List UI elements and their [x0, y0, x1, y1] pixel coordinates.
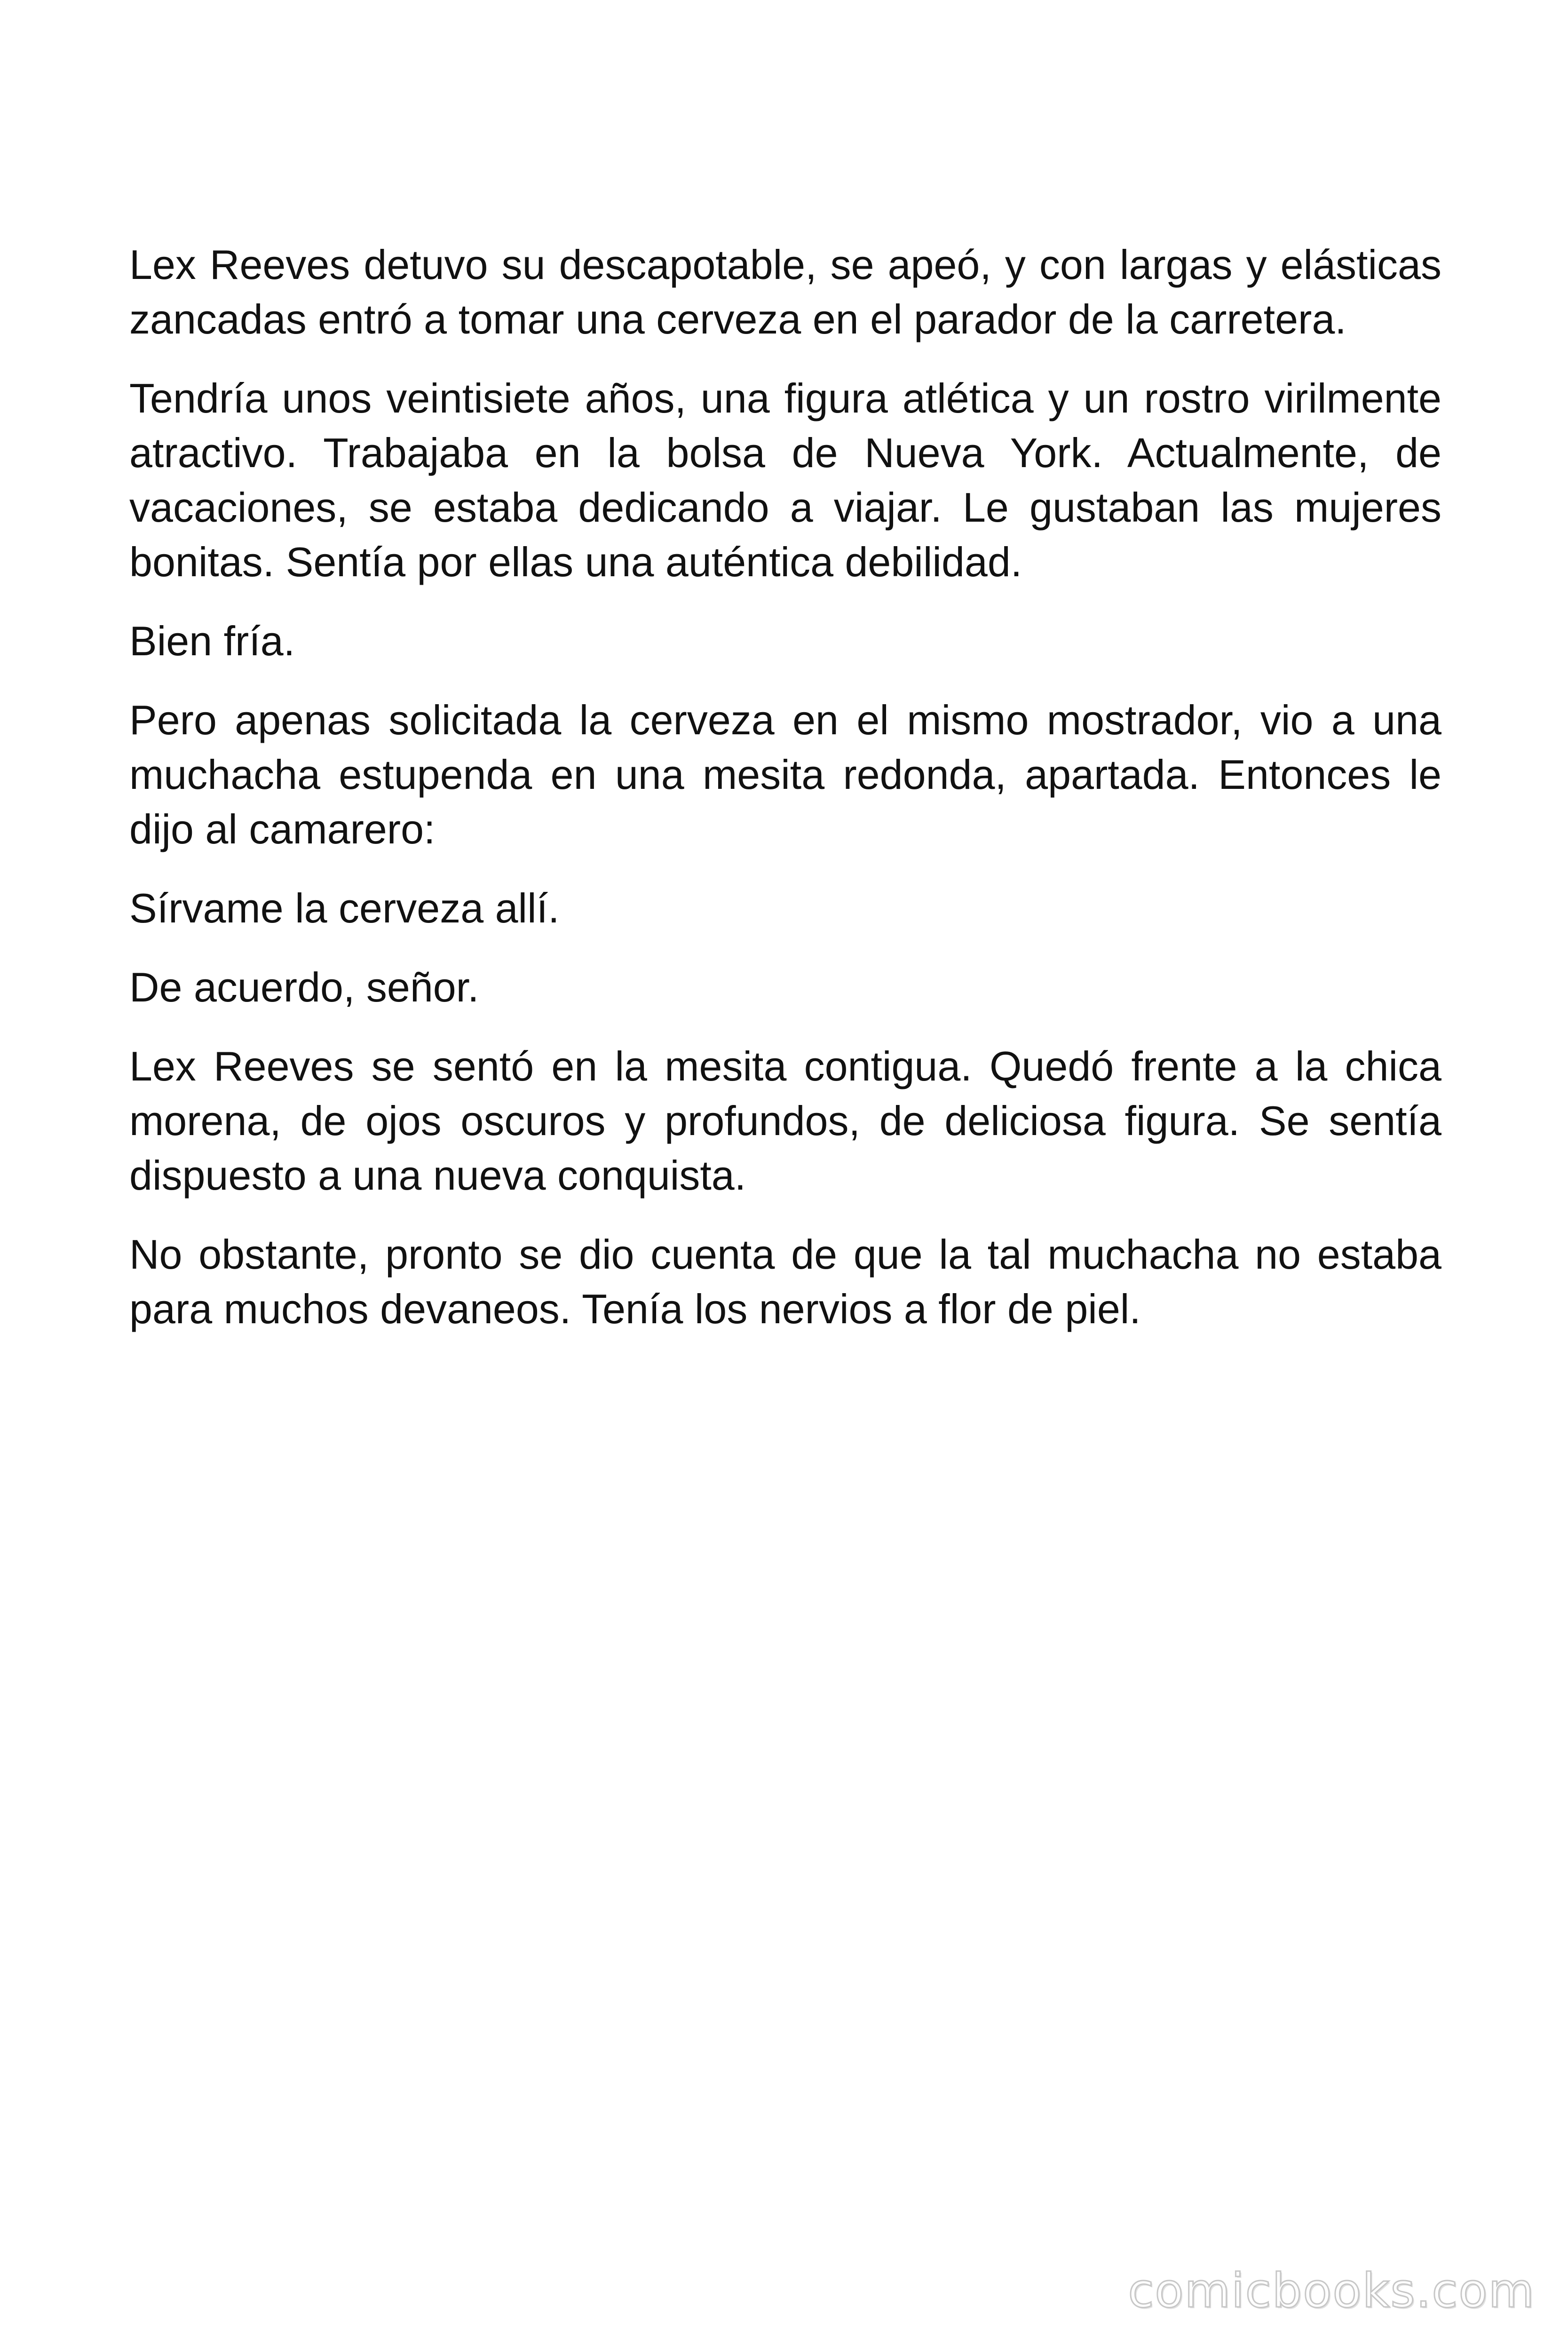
- paragraph-1: Lex Reeves detuvo su descapotable, se apeó, y con largas y elásticas zancadas entró a tomar una cerveza en el parador de la carretera.: [129, 241, 1441, 342]
- paragraph-4: Pero apenas solicitada la cerveza en el mismo mostrador, vio a una muchacha estupenda en una mesita redonda, apartada. Entonces le dijo al camarero:: [129, 697, 1441, 852]
- paragraph-6: De acuerdo, señor.: [129, 964, 479, 1010]
- body-text: [129, 238, 1441, 1361]
- paragraph-5: Sírvame la cerveza allí.: [129, 885, 560, 931]
- paragraph-7: Lex Reeves se sentó en la mesita contigua. Quedó frente a la chica morena, de ojos oscuros y profundos, de deliciosa figura. Se sentía dispuesto a una nueva conquista.: [129, 1043, 1441, 1199]
- watermark: comicbooks.com: [1128, 2263, 1535, 2318]
- paragraph-2: Tendría unos veintisiete años, una figura atlética y un rostro virilmente atractivo. Trabajaba en la bolsa de Nueva York. Actualmente, de vacaciones, se estaba dedicando a viajar. Le gustaban las mujeres bonitas. Sentía por ellas una auténtica debilidad.: [129, 375, 1441, 585]
- paragraph-3: Bien fría.: [129, 618, 295, 664]
- paragraph-8: No obstante, pronto se dio cuenta de que la tal muchacha no estaba para muchos devaneos. Tenía los nervios a flor de piel.: [129, 1231, 1441, 1332]
